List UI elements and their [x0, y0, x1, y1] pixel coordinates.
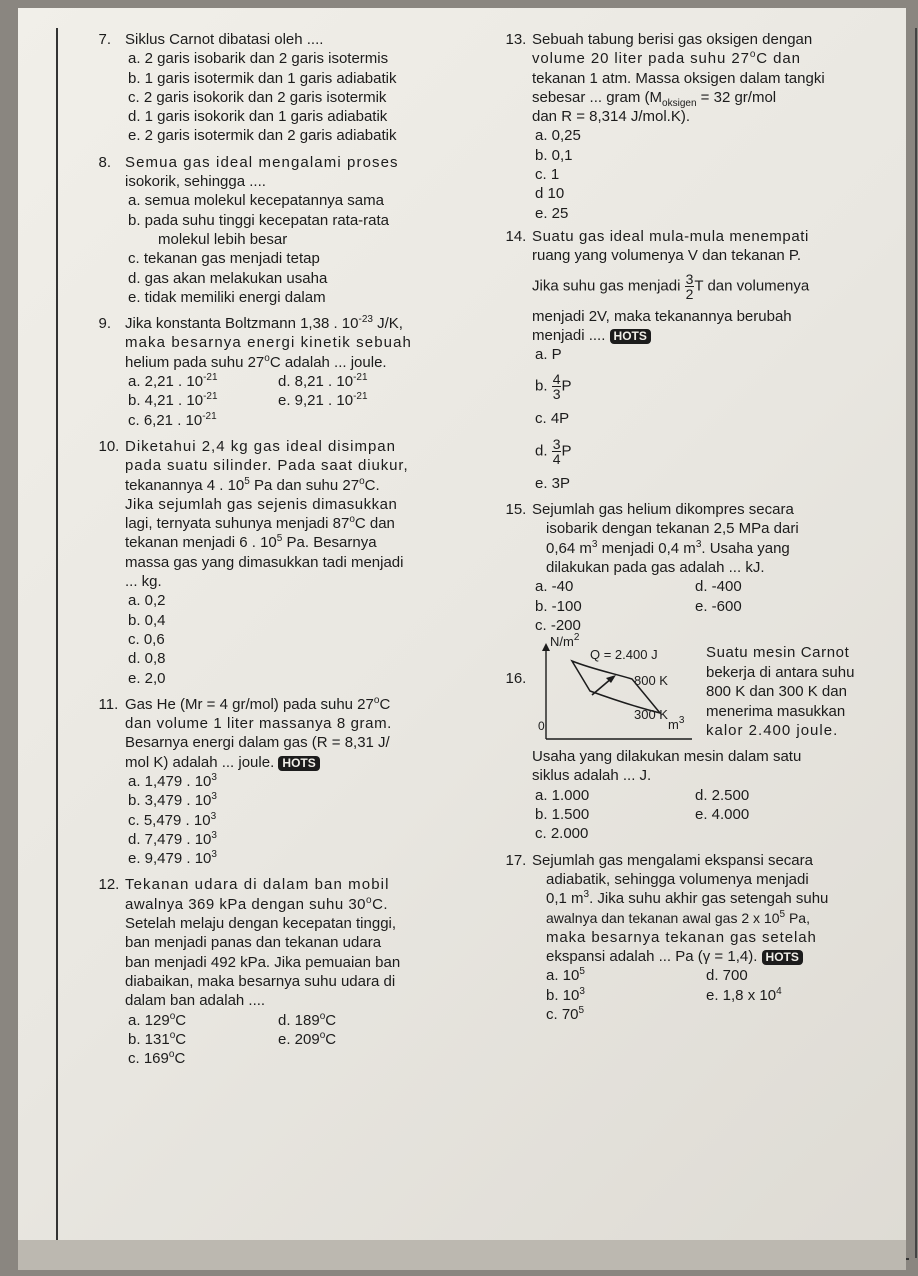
- question-number: 15.: [505, 501, 527, 519]
- question-stem: ban menjadi panas dan tekanan udara: [125, 934, 382, 952]
- question-number: 13.: [505, 31, 527, 48]
- option-b[interactable]: b. 1.500: [535, 806, 590, 824]
- question-stem: adiabatik, sehingga volumenya menjadi: [546, 870, 809, 888]
- question-stem: ekspansi adalah ... Pa (γ = 1,4). HOTS: [510, 947, 882, 966]
- question-number: 11.: [98, 695, 119, 713]
- hots-badge: HOTS: [762, 950, 803, 965]
- option-d[interactable]: d. $\frac{3}{4}$ P: [535, 435, 572, 467]
- question-stem: dalam ban adalah ....: [125, 992, 266, 1010]
- option-a[interactable]: a. 1.000: [535, 786, 590, 804]
- option-b[interactable]: b. 4,21 . $10^{-21}$: [128, 391, 218, 410]
- question-stem: maka besarnya tekanan gas setelah: [546, 928, 817, 946]
- question-stem: Besarnya energi dalam gas (R = 8,31 J/: [125, 734, 390, 752]
- option-a[interactable]: a. 129$^o$C: [128, 1010, 187, 1029]
- option-c[interactable]: c. 169$^o$C: [128, 1049, 186, 1068]
- right-column: [505, 30, 882, 1024]
- question-stem: siklus adalah ... J.: [532, 767, 652, 785]
- option-b[interactable]: b. pada suhu tinggi kecepatan rata-rata: [128, 211, 390, 229]
- question-stem: Semua gas ideal mengalami proses: [125, 153, 399, 171]
- question-stem: tekanannya 4 . $10^5$ Pa dan suhu 27$^o$C.: [125, 475, 380, 494]
- question-stem: Diketahui 2,4 kg gas ideal disimpan: [125, 437, 396, 455]
- option-d[interactable]: d. 1 garis isokorik dan 1 garis adiabatik: [128, 108, 388, 126]
- question-16: [505, 632, 882, 747]
- question-16-body: [510, 747, 882, 843]
- question-stem: tekanan 1 atm. Massa oksigen dalam tangki: [532, 69, 825, 87]
- question-number: 8.: [98, 153, 112, 171]
- option-b[interactable]: b. 3,479 . $10^3$: [128, 791, 217, 810]
- option-b[interactable]: b. 0,4: [128, 611, 166, 629]
- option-d[interactable]: d. gas akan melakukan usaha: [128, 269, 328, 287]
- question-17: [505, 851, 882, 1025]
- option-a[interactable]: a. 0,25: [535, 127, 581, 145]
- question-number: 16.: [505, 670, 527, 688]
- option-a[interactable]: a. 0,2: [128, 592, 166, 610]
- option-a[interactable]: a. 1,479 . $10^3$: [128, 771, 217, 790]
- question-number: 10.: [98, 437, 120, 455]
- question-stem: Sebuah tabung berisi gas oksigen dengan: [532, 31, 813, 48]
- option-d[interactable]: d. 2.500: [695, 786, 750, 804]
- option-e[interactable]: e. 9,479 . $10^3$: [128, 849, 217, 868]
- question-stem: Jika sejumlah gas sejenis dimasukkan: [125, 495, 398, 513]
- page-bottom-edge: [18, 1240, 906, 1270]
- fraction: $\frac{3}{2}$: [685, 270, 694, 302]
- option-d[interactable]: d 10: [535, 185, 565, 203]
- question-stem: Sejumlah gas helium dikompres secara: [532, 501, 794, 519]
- question-stem: Tekanan udara di dalam ban mobil: [125, 876, 390, 894]
- hot-temp-label: 800 K: [634, 673, 668, 689]
- option-a[interactable]: a. $10^5$: [546, 966, 585, 985]
- option-c[interactable]: c. 6,21 . $10^{-21}$: [128, 410, 217, 429]
- y-axis-label: $N/m^2$: [550, 632, 580, 650]
- question-number: 17.: [505, 851, 527, 869]
- question-9: [98, 314, 479, 430]
- option-b[interactable]: b. -100: [535, 597, 582, 615]
- question-12: [98, 875, 479, 1068]
- option-c[interactable]: c. tekanan gas menjadi tetap: [128, 250, 320, 268]
- option-e[interactable]: e. 2 garis isotermik dan 2 garis adiabatik: [128, 127, 397, 145]
- question-stem: mol K) adalah ... joule. HOTS: [103, 753, 479, 772]
- hots-badge: HOTS: [278, 756, 319, 771]
- option-b-cont: molekul lebih besar: [158, 230, 288, 248]
- option-b[interactable]: b. 131$^o$C: [128, 1029, 187, 1048]
- question-stem: diabaikan, maka besarnya suhu udara di: [125, 972, 396, 990]
- question-stem: 0,64 $m^3$ menjadi 0,4 $m^3$. Usaha yang: [546, 538, 790, 557]
- option-d[interactable]: d. -400: [695, 578, 742, 596]
- option-d[interactable]: d. 7,479 . $10^3$: [128, 829, 217, 848]
- option-a[interactable]: a. 2,21 . $10^{-21}$: [128, 372, 218, 391]
- question-number: 9.: [98, 315, 112, 333]
- option-b[interactable]: b. $\frac{4}{3}$ P: [535, 371, 572, 403]
- question-stem: dan volume 1 liter massanya 8 gram.: [125, 715, 392, 733]
- question-stem: helium pada suhu 27$^o$C adalah ... joule.: [125, 352, 387, 371]
- question-stem: pada suatu silinder. Pada saat diukur,: [125, 457, 409, 475]
- left-column: [98, 30, 479, 1068]
- option-a[interactable]: a. -40: [535, 578, 574, 596]
- option-b[interactable]: b. 0,1: [535, 146, 573, 164]
- y-axis-arrow: [542, 643, 550, 651]
- option-e[interactable]: e. 209$^o$C: [278, 1029, 337, 1048]
- question-number: 14.: [505, 227, 527, 245]
- option-e[interactable]: e. 3P: [535, 474, 571, 492]
- question-stem: awalnya 369 kPa dengan suhu 30$^o$C.: [125, 894, 389, 913]
- question-stem: dilakukan pada gas adalah ... kJ.: [546, 558, 765, 576]
- question-10: [98, 437, 479, 688]
- option-c[interactable]: c. 2 garis isokorik dan 2 garis isotermik: [128, 88, 387, 106]
- question-stem: isobarik dengan tekanan 2,5 MPa dari: [546, 520, 799, 538]
- question-stem: Gas He (Mr = 4 gr/mol) pada suhu 27$^o$C: [125, 694, 391, 713]
- question-stem: volume 20 liter pada suhu 27$^o$C dan: [532, 49, 801, 68]
- option-a[interactable]: a. semua molekul kecepatannya sama: [128, 192, 384, 210]
- question-11: [98, 694, 479, 869]
- question-stem: isokorik, sehingga ....: [125, 173, 266, 191]
- question-stem: maka besarnya energi kinetik sebuah: [125, 334, 412, 352]
- option-d[interactable]: d. 8,21 . $10^{-21}$: [278, 372, 368, 391]
- question-stem: Sejumlah gas mengalami ekspansi secara: [532, 851, 813, 869]
- question-stem: 0,1 $m^3$. Jika suhu akhir gas setengah suhu: [546, 889, 829, 908]
- heat-label: Q = 2.400 J: [590, 647, 658, 663]
- question-15: [505, 500, 882, 635]
- hots-badge: HOTS: [610, 329, 651, 344]
- option-e[interactable]: e. -600: [695, 597, 742, 615]
- question-7: [98, 30, 479, 146]
- question-stem: Suatu gas ideal mula-mula menempati: [532, 227, 809, 245]
- question-8: [98, 153, 479, 307]
- option-e[interactable]: e. 4.000: [695, 806, 750, 824]
- question-14: [505, 227, 882, 493]
- question-stem: ... kg.: [125, 573, 162, 591]
- option-a[interactable]: a. P: [535, 346, 562, 364]
- question-stem: lagi, ternyata suhunya menjadi 87$^o$C dan: [125, 514, 395, 533]
- option-c[interactable]: c. 4P: [535, 410, 570, 428]
- option-c[interactable]: c. 5,479 . $10^3$: [128, 810, 217, 829]
- cold-temp-label: 300 K: [634, 707, 668, 723]
- option-c[interactable]: c. 1: [535, 166, 560, 184]
- option-b[interactable]: b. 1 garis isotermik dan 1 garis adiabatik: [128, 69, 397, 87]
- option-d[interactable]: d. 700: [706, 967, 748, 985]
- option-e[interactable]: e. 1,8 x $10^4$: [706, 985, 782, 1004]
- question-stem: dan R = 8,314 J/mol.K).: [532, 108, 690, 126]
- question-stem: Jika konstanta Boltzmann 1,38 . $10^{-23}$ J/K,: [125, 314, 403, 333]
- question-stem: menjadi 2V, maka tekanannya berubah: [532, 307, 792, 325]
- question-13: [505, 30, 882, 223]
- question-number: 7.: [98, 31, 112, 48]
- option-e[interactable]: e. tidak memiliki energi dalam: [128, 288, 326, 306]
- question-stem: awalnya dan tekanan awal gas 2 x $10^5$ Pa,: [546, 908, 810, 926]
- question-stem: Suatu mesin Carnot bekerja di antara suhu 800 K dan 300 K dan menerima masukkan kalor 2.400 joule.: [706, 644, 855, 740]
- question-stem: sebesar ... gram ($M_{oksigen} = 32$ gr/mol: [532, 88, 777, 109]
- question-stem: tekanan menjadi 6 . $10^5$ Pa. Besarnya: [125, 533, 377, 552]
- question-stem: massa gas yang dimasukkan tadi menjadi: [125, 553, 404, 571]
- question-stem: menjadi .... HOTS: [510, 326, 882, 345]
- option-b[interactable]: b. $10^3$: [546, 985, 585, 1004]
- option-c[interactable]: c. $70^5$: [546, 1004, 585, 1023]
- option-c[interactable]: c. 2.000: [535, 825, 589, 843]
- question-number: 12.: [98, 876, 120, 894]
- question-stem: Setelah melaju dengan kecepatan tinggi,: [125, 915, 397, 933]
- option-c[interactable]: c. 0,6: [128, 630, 165, 648]
- option-a[interactable]: a. 2 garis isobarik dan 2 garis isotermis: [128, 50, 389, 68]
- origin-label: 0: [538, 719, 545, 734]
- question-stem: Siklus Carnot dibatasi oleh ....: [125, 31, 324, 48]
- option-e[interactable]: e. 9,21 . $10^{-21}$: [278, 391, 368, 410]
- option-e[interactable]: e. 2,0: [128, 669, 166, 687]
- question-stem: ban menjadi 492 kPa. Jika pemuaian ban: [125, 953, 401, 971]
- option-d[interactable]: d. 189$^o$C: [278, 1010, 337, 1029]
- option-e[interactable]: e. 25: [535, 204, 569, 222]
- question-stem: Usaha yang dilakukan mesin dalam satu: [532, 748, 802, 766]
- question-stem: ruang yang volumenya V dan tekanan P.: [532, 247, 802, 265]
- question-stem: Jika suhu gas menjadi $\frac{3}{2}$ T dan volumenya: [532, 270, 810, 302]
- option-c[interactable]: c. -200: [535, 616, 581, 634]
- option-d[interactable]: d. 0,8: [128, 650, 166, 668]
- x-axis-label: $m^3$: [668, 715, 685, 733]
